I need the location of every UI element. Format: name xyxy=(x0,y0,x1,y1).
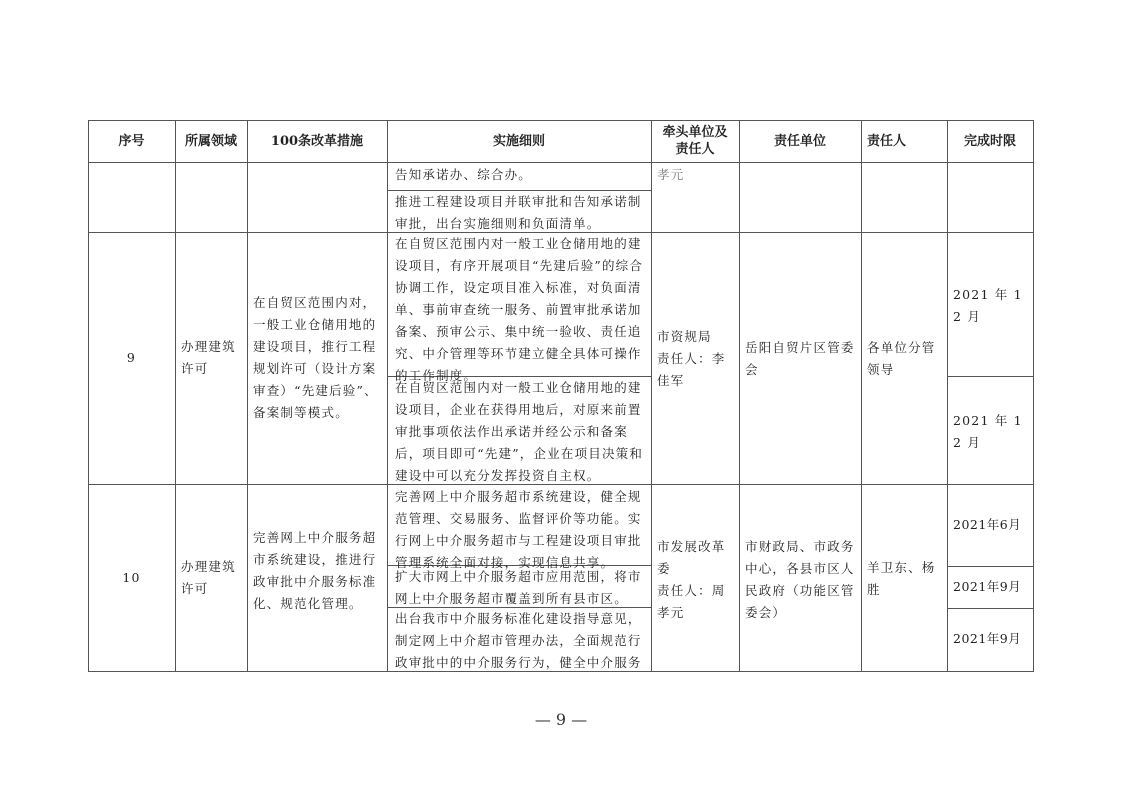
person-text: 各单位分管领导 xyxy=(867,340,936,377)
col-border xyxy=(387,120,388,672)
header-divider xyxy=(88,162,1034,163)
header-lead: 牵头单位及 责任人 xyxy=(662,125,728,157)
header-no: 序号 xyxy=(118,134,145,149)
row-number: 9 xyxy=(126,350,137,365)
header-person: 责任人 xyxy=(867,134,907,149)
detail-text: 在自贸区范围内对一般工业仓储用地的建设项目，企业在获得用地后，对原来前置审批事项依法作出承诺并经公示和备案后，项目即可“先建”，企业在项目决策和建设中可以充分发挥投资自主权。 xyxy=(395,380,644,483)
detail-text: 出台我市中介服务标准化建设指导意见，制定网上中介超市管理办法，全面规范行政审批中的中介服务行为，健全中介服务 xyxy=(395,611,642,670)
deadline-text: 2021 年 12 月 xyxy=(953,413,1023,450)
person-text: 羊卫东、杨胜 xyxy=(867,560,936,597)
measure-text: 完善网上中介服务超市系统建设，推进行政审批中介服务标准化、规范化管理。 xyxy=(253,530,377,611)
lead-text: 市发展改革委 责任人：周孝元 xyxy=(657,539,726,620)
detail-text: 告知承诺办、综合办。 xyxy=(395,167,533,182)
col-border xyxy=(861,120,862,672)
page-number: — 9 — xyxy=(534,710,588,729)
detail-text: 在自贸区范围内对一般工业仓储用地的建设项目，有序开展项目“先建后验”的综合协调工作，设定项目准入标准，对负面清单、事前审查统一服务、前置审批承诺加备案、预审公示、集中统一验收、责任追究、中介管理等环节建立健全具体可操作的工作制度。 xyxy=(395,236,644,383)
col-border xyxy=(247,120,248,672)
deadline-divider xyxy=(947,608,1034,609)
lead-text: 孝元 xyxy=(657,167,685,182)
col-border xyxy=(175,120,176,672)
detail-text: 扩大市网上中介服务超市应用范围，将市网上中介服务超市覆盖到所有县市区。 xyxy=(395,569,642,606)
header-domain: 所属领域 xyxy=(184,134,237,149)
detail-text: 完善网上中介服务超市系统建设，健全规范管理、交易服务、监督评价等功能。实行网上中介服务超市与工程建设项目审批管理系统全面对接，实现信息共享。 xyxy=(395,489,642,570)
deadline-divider xyxy=(947,376,1034,377)
deadline-text: 2021年9月 xyxy=(953,579,1022,594)
units-text: 岳阳自贸片区管委会 xyxy=(745,340,855,377)
col-border xyxy=(651,120,652,672)
col-border xyxy=(739,120,740,672)
table-border-top xyxy=(88,120,1034,121)
deadline-text: 2021年9月 xyxy=(953,631,1022,646)
detail-text: 推进工程建设项目并联审批和告知承诺制审批，出台实施细则和负面清单。 xyxy=(395,194,642,231)
col-border xyxy=(1033,120,1034,672)
domain-text: 办理建筑许可 xyxy=(181,339,236,376)
col-border xyxy=(947,120,948,672)
row-number: 10 xyxy=(122,570,141,585)
deadline-text: 2021年6月 xyxy=(953,517,1022,532)
units-text: 市财政局、市政务中心，各县市区人民政府（功能区管委会） xyxy=(745,539,855,620)
domain-text: 办理建筑许可 xyxy=(181,559,236,596)
header-deadline: 完成时限 xyxy=(963,134,1016,149)
col-border xyxy=(88,120,89,672)
header-units: 责任单位 xyxy=(773,134,826,149)
measure-text: 在自贸区范围内对，一般工业仓储用地的建设项目，推行工程规划许可（设计方案审查）“先建后验”、备案制等模式。 xyxy=(253,295,378,420)
deadline-divider xyxy=(947,566,1034,567)
header-details: 实施细则 xyxy=(492,134,545,149)
lead-text: 市资规局 责任人：李佳军 xyxy=(657,329,726,388)
deadline-text: 2021 年 12 月 xyxy=(953,287,1023,324)
header-measure: 100条改革措施 xyxy=(270,134,364,149)
